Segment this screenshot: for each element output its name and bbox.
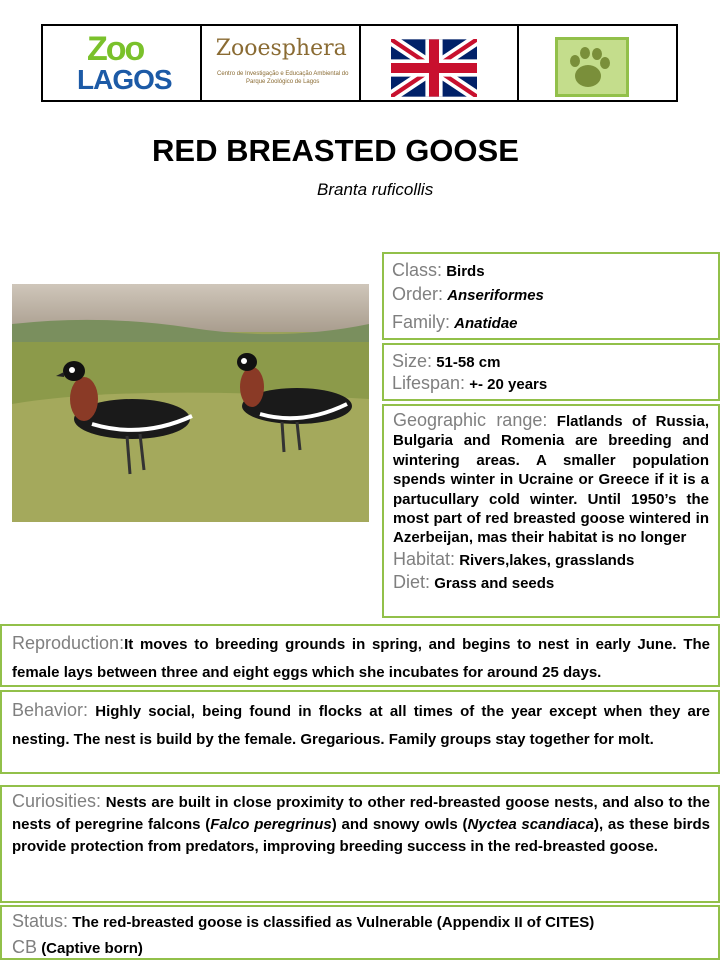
family-value: Anatidae [454,315,518,332]
uk-flag-icon[interactable] [391,39,477,97]
habitat-row [393,549,709,571]
size-box [382,343,720,401]
curiosities-label: Curiosities: [12,791,102,811]
order-value: Anseriformes [447,287,544,304]
zoo-lagos-logo [43,26,202,100]
goose-photo [12,284,369,522]
scientific-name: Branta ruficollis [317,180,434,199]
geographic-range [393,411,709,548]
habitat-label: Habitat: [393,548,456,569]
diet-label: Diet: [393,571,431,592]
curiosities-text-1: Nests are built in close proximity to other red-breasted goose nests, and also to the nests of peregrine falcons ( [12,794,711,833]
curiosities-box [0,785,720,903]
zoesphera-logo [202,26,361,100]
language-english[interactable] [361,26,520,100]
taxonomy-box [382,252,720,340]
reproduction-text: It moves to breeding grounds in spring, and begins to nest in early June. The female lays between three and eight eggs which she incubates for around 25 days. [12,636,710,681]
order-row [392,284,710,306]
geography-box [382,404,720,618]
class-row [392,260,710,282]
reproduction-label: Reproduction: [12,633,125,653]
cb-label: CB [12,937,38,957]
diet-value: Grass and seeds [434,574,555,592]
zoesphera-tagline: Centro de Investigação e Educação Ambiental do Parque Zoológico de Lagos [217,71,349,85]
lifespan-value: +- 20 years [469,376,548,393]
species-falco: Falco peregrinus [210,816,332,833]
geographic-range-label: Geographic range: [393,410,548,430]
behavior-text: Highly social, being found in flocks at all times of the year except when they are nesting. The nest is build by the female. Gregarious. Family groups stay together for molt. [12,703,711,748]
diet-row [393,572,709,594]
lifespan-label: Lifespan: [392,373,466,393]
behavior-box [0,690,720,774]
size-row [392,351,710,373]
paw-icon-box[interactable] [555,37,629,97]
status-box [0,905,720,960]
family-row [392,312,710,334]
header-logo-bar [41,24,678,102]
paw-cell [519,26,676,100]
zoo-logo-word: Zoo [87,30,144,68]
lifespan-row [392,373,710,395]
paw-icon [558,40,626,94]
class-label: Class: [392,260,443,280]
size-label: Size: [392,351,433,371]
page-title: RED BREASTED GOOSE [152,133,519,168]
reproduction-box [0,624,720,687]
class-value: Birds [446,263,485,280]
cb-text: (Captive born) [41,940,143,957]
order-label: Order: [392,284,444,304]
status-row [12,909,710,935]
status-text: The red-breasted goose is classified as Vulnerable (Appendix II of CITES) [72,914,595,931]
zoesphera-name: Zooesphera [215,36,347,61]
curiosities-text-2: ) and snowy owls ( [331,816,468,833]
geographic-range-text: Flatlands of Russia, Bulgaria and Romenia are breeding and wintering areas. A smaller population spends winter in Ucraine or Greece if it is a partucullary cold winter. Until 1950’s the most part of red breasted goose wintered in Azerbeijan, mas their habitat is no longer [393,413,709,547]
habitat-value: Rivers,lakes, grasslands [459,551,635,569]
family-label: Family: [392,312,450,332]
behavior-label: Behavior: [12,700,89,720]
captive-born-row [12,935,710,961]
curiosities-text-3: ), as these birds provide protection from predators, improving breeding success in the red-breasted goose. [12,816,710,855]
species-nyctea: Nyctea scandiaca [467,816,594,833]
lagos-logo-word: LAGOS [77,64,172,95]
size-value: 51-58 cm [436,354,501,371]
status-label: Status: [12,911,69,931]
